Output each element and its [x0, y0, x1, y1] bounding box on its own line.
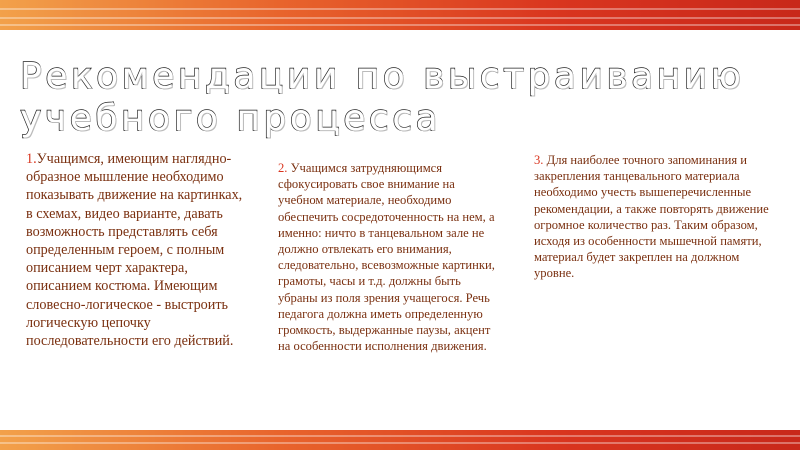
recommendation-1 [26, 150, 248, 350]
band-stripe [0, 435, 800, 437]
slide-title: Рекомендации по выстраиванию учебного процесса [20, 56, 745, 139]
band-stripe [0, 24, 800, 26]
recommendation-number: 2. [278, 161, 288, 175]
recommendation-number: 3. [534, 153, 544, 167]
band-stripe [0, 17, 800, 19]
top-decorative-band [0, 0, 800, 30]
band-stripe [0, 8, 800, 10]
bottom-decorative-band [0, 430, 800, 450]
recommendation-text: Учащимся затрудняющимся сфокусировать свое внимание на учебном материале, необходимо обеспечить сосредоточенность на нем, а именно: ничто в танцевальном зале не должно отвлекать его внимания, следовательно, всевозможные картинки, грамоты, часы и т.д. должны быть убраны из поля зрения учащегося. Речь педагога должна иметь определенную громкость, выдержанные паузы, акцент на особенности исполнения движения. [278, 161, 495, 354]
recommendation-text: Учащимся, имеющим наглядно-образное мышление необходимо показывать движение на картинках, в схемах, видео варианте, давать возможность представлять себя определенным героем, с полным описанием черт характера, описанием костюма. Имеющим словесно-логическое - выстроить логическую цепочку последовательности его действий. [26, 151, 243, 350]
recommendation-text: Для наиболее точного запоминания и закрепления танцевального материала необходимо учесть вышеперечисленные рекомендации, а также повторять движение огромное количество раз. Таким образом, исходя из особенности мышечной памяти, материал будет закреплен на должном уровне. [534, 153, 769, 281]
band-stripe [0, 442, 800, 444]
recommendation-2 [278, 160, 498, 354]
recommendation-number: 1. [26, 151, 37, 167]
recommendation-3 [534, 152, 774, 282]
